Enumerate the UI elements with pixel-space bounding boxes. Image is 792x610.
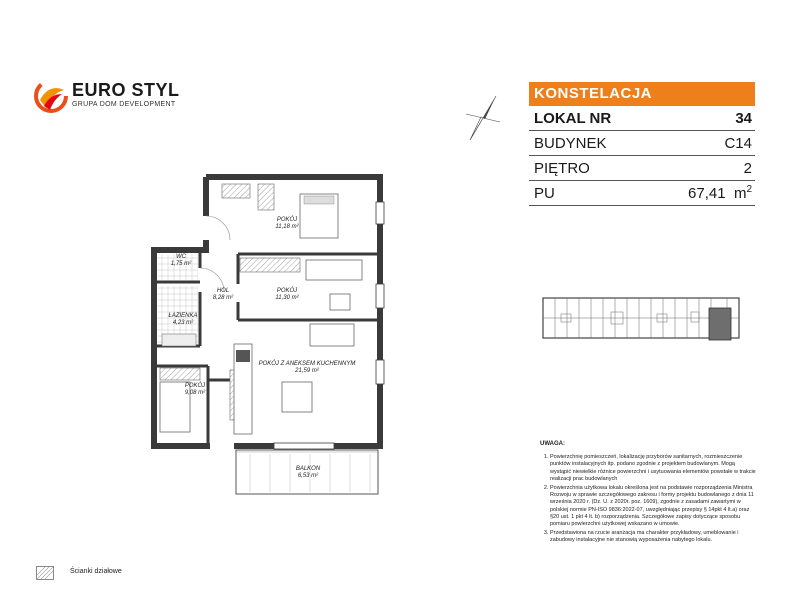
room-label-bedroom-3: POKÓJ 9,08 m² xyxy=(184,383,206,396)
note-item: 3. Przedstawiona na rzucie aranżacja ma charakter przykładowy, umeblowanie i zabudowy instalacyjne nie stanowią wyposażenia nabytego lokalu. xyxy=(550,530,756,544)
row-value: 67,41 $m^2$ xyxy=(688,184,752,202)
euro-styl-logo-icon xyxy=(34,78,68,114)
row-building xyxy=(529,131,755,156)
note-item: 2. Powierzchnia użytkowa lokalu określona jest na podstawie rozporządzenia Ministra Rozwoju w sprawie szczegółowego zakresu i formy projektu budowlanego z dnia 11 września 2020 r. (Dz. U. z 2020r. poz. 1609), zgodnie z zasadami zawartymi w polskiej normie PN-ISO 9836:2022-07, uwzględniając przepisy § 14pkt 4 lt.a) oraz §20 ust. 1 pkt 4 lt. b) rozporządzenia. Szczegółowe zapisy dotyczące sposobu pomiaru powierzchni użytkowej wskazano w umowie. xyxy=(550,485,756,528)
notes-section xyxy=(540,441,756,547)
legend-label: Ścianki działowe xyxy=(70,568,122,575)
row-floor xyxy=(529,156,755,181)
compass-icon xyxy=(462,90,504,146)
note-item: 1. Powierzchnię pomieszczeń, lokalizację przyborów sanitarnych, rozmieszczenie punktów instalacyjnych itp. podano zgodnie z projektem budowlanym. Mogą wystąpić niewielkie różnice powierzchni i usytuowania elementów powstałe w trakcie realizacji prac budowlanych xyxy=(550,454,756,483)
row-unit-number xyxy=(529,106,755,131)
row-label: BUDYNEK xyxy=(534,134,607,152)
hatch-swatch-icon xyxy=(36,566,54,580)
row-label: PU xyxy=(534,184,555,202)
row-label: PIĘTRO xyxy=(534,159,590,177)
row-value: C14 xyxy=(724,134,752,152)
room-label-bathroom: ŁAZIENKA 4,23 m² xyxy=(168,313,198,326)
brand-name: EURO STYL xyxy=(72,80,180,100)
room-label-living-kitchen: POKÓJ Z ANEKSEM KUCHENNYM 21,59 m² xyxy=(258,361,356,374)
info-panel xyxy=(529,82,755,206)
brand-logo xyxy=(34,78,204,114)
row-value: 34 xyxy=(735,109,752,127)
row-label: LOKAL NR xyxy=(534,109,612,127)
room-label-balcony: BALKON 6,53 m² xyxy=(295,466,321,479)
brand-tagline: GRUPA DOM DEVELOPMENT xyxy=(72,101,176,108)
room-label-hall: HOL 8,28 m² xyxy=(212,288,234,301)
floor-plan xyxy=(150,174,390,499)
room-label-bedroom-2: POKÓJ 11,30 m² xyxy=(275,288,299,301)
building-key-plan xyxy=(541,292,741,344)
notes-list xyxy=(540,454,756,544)
project-title: KONSTELACJA xyxy=(529,82,755,106)
room-label-wc: WC 1,75 m² xyxy=(170,254,192,267)
row-value: 2 xyxy=(743,159,752,177)
row-usable-area xyxy=(529,181,755,206)
notes-heading: UWAGA: xyxy=(540,441,565,447)
room-label-bedroom-1: POKÓJ 11,18 m² xyxy=(275,217,299,230)
